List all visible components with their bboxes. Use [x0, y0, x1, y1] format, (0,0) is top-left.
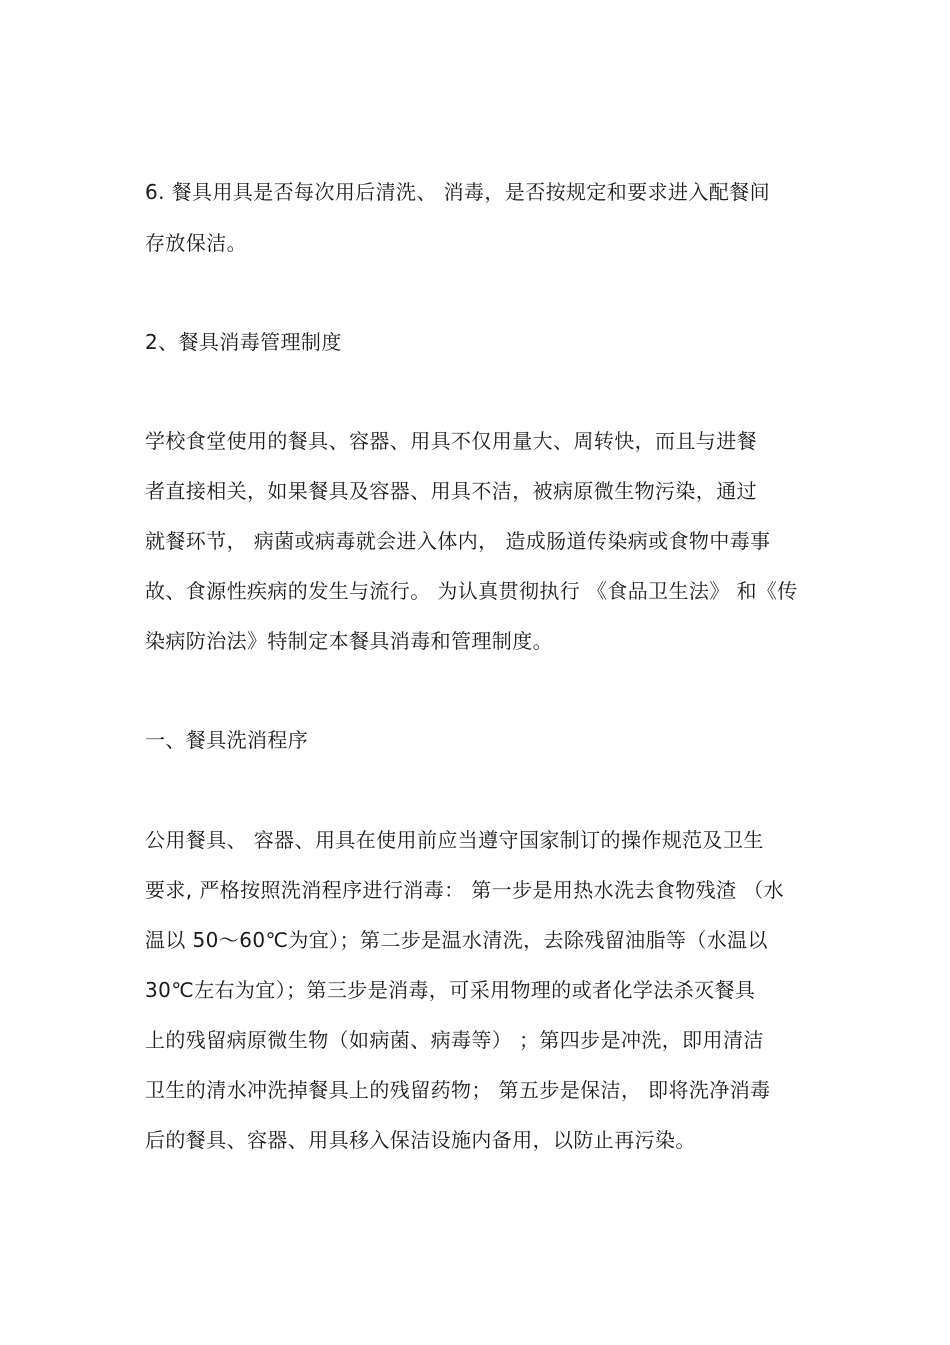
- procedure-line-1: 公用餐具、 容器、用具在使用前应当遵守国家制订的操作规范及卫生: [145, 828, 764, 852]
- intro-line-1: 学校食堂使用的餐具、容器、用具不仅用量大、周转快，而且与进餐: [145, 429, 757, 453]
- heading-2: 2、餐具消毒管理制度: [145, 330, 342, 354]
- section-1-heading: 一、餐具洗消程序: [145, 728, 309, 752]
- intro-line-5: 染病防治法》特制定本餐具消毒和管理制度。: [145, 629, 553, 653]
- intro-line-2: 者直接相关，如果餐具及容器、用具不洁，被病原微生物污染，通过: [145, 479, 757, 503]
- intro-line-4: 故、食源性疾病的发生与流行。 为认真贯彻执行 《食品卫生法》 和《传: [145, 579, 798, 603]
- item-6-line-2: 存放保洁。: [145, 231, 247, 255]
- procedure-line-4: 30℃左右为宜）；第三步是消毒，可采用物理的或者化学法杀灭餐具: [145, 978, 756, 1002]
- procedure-line-7: 后的餐具、容器、用具移入保洁设施内备用，以防止再污染。: [145, 1128, 696, 1152]
- procedure-line-3: 温以 50～60℃为宜）；第二步是温水清洗，去除残留油脂等（水温以: [145, 928, 768, 952]
- item-6-line-1: 6. 餐具用具是否每次用后清洗、 消毒，是否按规定和要求进入配餐间: [145, 180, 770, 204]
- procedure-line-2: 要求, 严格按照洗消程序进行消毒： 第一步是用热水洗去食物残渣 （水: [145, 878, 785, 902]
- intro-line-3: 就餐环节， 病菌或病毒就会进入体内， 造成肠道传染病或食物中毒事: [145, 529, 771, 553]
- procedure-line-5: 上的残留病原微生物（如病菌、病毒等） ；第四步是冲洗，即用清洁: [145, 1028, 764, 1052]
- procedure-line-6: 卫生的清水冲洗掉餐具上的残留药物； 第五步是保洁， 即将洗净消毒: [145, 1078, 771, 1102]
